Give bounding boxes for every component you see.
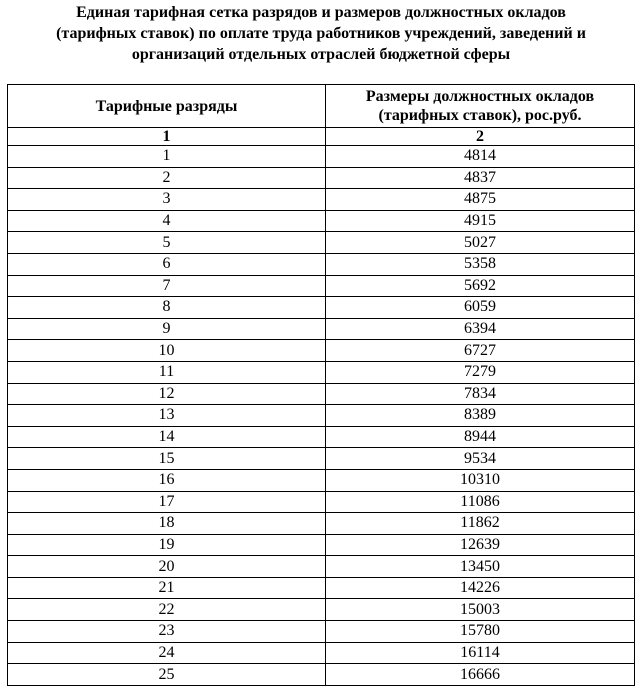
grade-cell: 23 [8,621,326,643]
salary-cell: 14226 [326,577,635,599]
salary-cell: 11862 [326,513,635,535]
table-row [8,297,635,319]
grade-cell: 9 [8,318,326,340]
salary-cell: 13450 [326,556,635,578]
table-row [8,621,635,643]
grade-cell: 13 [8,405,326,427]
table-row [8,253,635,275]
table-row [8,361,635,383]
table-row [8,577,635,599]
grade-cell: 5 [8,232,326,254]
grade-cell: 19 [8,534,326,556]
table-row [8,491,635,513]
title-line-1: Единая тарифная сетка разрядов и размеров должностных окладов [76,4,566,21]
salary-cell: 6394 [326,318,635,340]
grade-cell: 4 [8,210,326,232]
table-row [8,556,635,578]
table-row [8,275,635,297]
salary-cell: 6727 [326,340,635,362]
salary-header-line-1: Размеры должностных окладов [365,88,595,105]
title-line-2: (тарифных ставок) по оплате труда работников учреждений, заведений и [56,25,586,42]
salary-cell: 15780 [326,621,635,643]
table-row [8,426,635,448]
table-body [8,146,635,686]
header-row [8,85,635,128]
salary-cell: 5027 [326,232,635,254]
grade-cell: 16 [8,469,326,491]
table-row [8,167,635,189]
grade-cell: 11 [8,361,326,383]
salary-cell: 8389 [326,405,635,427]
column-number-row [8,128,635,146]
table-row [8,383,635,405]
salary-cell: 6059 [326,297,635,319]
table-row [8,405,635,427]
grade-cell: 20 [8,556,326,578]
tariff-table [7,84,635,686]
grade-cell: 22 [8,599,326,621]
salary-cell: 4814 [326,146,635,168]
column-number-1: 1 [8,128,326,146]
grade-cell: 14 [8,426,326,448]
grade-cell: 18 [8,513,326,535]
salary-cell: 9534 [326,448,635,470]
table-header [8,85,635,146]
salary-cell: 4915 [326,210,635,232]
grade-cell: 10 [8,340,326,362]
table-row [8,189,635,211]
salary-header-line-2: (тарифных ставок), рос.руб. [378,107,582,124]
grade-cell: 24 [8,642,326,664]
salary-cell: 7279 [326,361,635,383]
salary-cell: 15003 [326,599,635,621]
grade-cell: 15 [8,448,326,470]
salary-cell: 11086 [326,491,635,513]
salary-cell: 7834 [326,383,635,405]
grade-cell: 6 [8,253,326,275]
salary-column-header [326,85,635,128]
salary-cell: 4837 [326,167,635,189]
salary-cell: 16114 [326,642,635,664]
grade-cell: 21 [8,577,326,599]
salary-cell: 8944 [326,426,635,448]
grade-cell: 17 [8,491,326,513]
grade-cell: 12 [8,383,326,405]
grade-cell: 8 [8,297,326,319]
table-row [8,210,635,232]
document-title [0,2,642,65]
grade-cell: 2 [8,167,326,189]
salary-cell: 10310 [326,469,635,491]
table-row [8,232,635,254]
title-line-3: организаций отдельных отраслей бюджетной сферы [131,46,511,63]
salary-cell: 4875 [326,189,635,211]
salary-cell: 5692 [326,275,635,297]
grade-column-header: Тарифные разряды [8,85,326,128]
table-row [8,534,635,556]
table-row [8,318,635,340]
table-row [8,513,635,535]
grade-cell: 1 [8,146,326,168]
grade-cell: 3 [8,189,326,211]
table-row [8,448,635,470]
salary-cell: 12639 [326,534,635,556]
table-row [8,599,635,621]
salary-cell: 5358 [326,253,635,275]
grade-cell: 7 [8,275,326,297]
table-row [8,642,635,664]
table-row [8,469,635,491]
column-number-2: 2 [326,128,635,146]
table-row [8,664,635,686]
table-row [8,340,635,362]
table-row [8,146,635,168]
salary-cell: 16666 [326,664,635,686]
grade-cell: 25 [8,664,326,686]
